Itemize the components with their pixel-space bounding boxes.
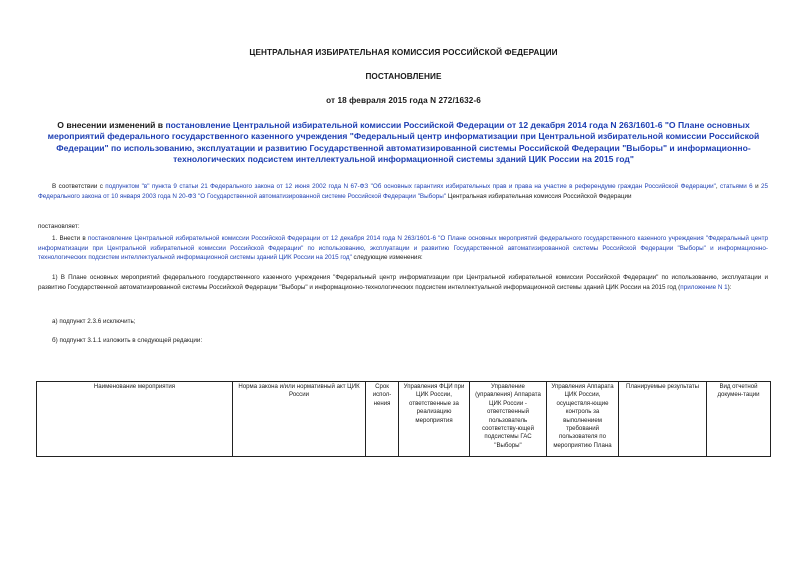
table-header-cell: Управление (управления) Аппарата ЦИК России - ответственный пользователь соответству-ющей подсистемы ГАС "Выборы" [470,382,547,457]
title-prefix: О внесении изменений в [57,120,166,130]
table-header-cell: Вид отчетной докумен-тации [707,382,771,457]
table-header-cell: Норма закона и/или нормативный акт ЦИК России [233,382,366,457]
preamble-paragraph [38,182,768,201]
preamble-text-3: и [752,183,762,190]
subitem-1-text-1: 1) В Плане основных мероприятий федерального государственного казенного учреждения "Федеральный центр информатизации при Центральной избирательной комиссии Российской Федерации" по использованию, эксплуатации и развитию Государственной автоматизированной системы Российской Федерации "Выборы" и информационно-технологических подсистем интеллектуальной информационной системы зданий ЦИК России на 2015 год ( [38,274,768,291]
table-header-cell: Срок испол-нения [366,382,399,457]
subitem-b-paragraph: б) подпункт 3.1.1 изложить в следующей редакции: [52,337,203,344]
law-20fz-link[interactable]: 25 Федерального закона от 10 января 2003 года N 20-ФЗ "О Государственной автоматизированной системе Российской Федерации "Выборы" [38,183,769,200]
table-header-cell: Управления Аппарата ЦИК России, осуществля-ющие контроль за выполнением требований пользователя по мероприятию Плана [547,382,619,457]
subitem-a-paragraph: а) подпункт 2.3.6 исключить; [52,318,136,325]
document-type: ПОСТАНОВЛЕНИЕ [365,72,442,81]
article-6-link[interactable]: статьями 6 [720,183,753,190]
preamble-text-2: , [715,183,721,190]
title-resolution-link[interactable]: постановление Центральной избирательной комиссии Российской Федерации от 12 декабря 2014 года N 263/1601-6 "О Плане основных мероприятий федерального государственного казенного учреждения "Федеральный центр информатизации при Центральной избирательной комиссии Российской Федерации" по использованию, эксплуатации и развитию Государственной автоматизированной системы Российской Федерации "Выборы" и информационно-технологических подсистем интеллектуальной информационной системы зданий ЦИК России на 2015 год" [47,120,760,164]
law-67fz-link[interactable]: подпунктом "в" пункта 9 статьи 21 Федерального закона от 12 июня 2002 года N 67-ФЗ "Об основных гарантиях избирательных прав и права на участие в референдуме граждан Российской Федерации" [105,183,716,190]
document-title [40,120,767,165]
item-1-paragraph [38,234,768,263]
item-1-text-2: следующие изменения: [351,254,423,262]
subitem-1-paragraph [38,273,768,292]
commission-name: ЦЕНТРАЛЬНАЯ ИЗБИРАТЕЛЬНАЯ КОМИССИЯ РОССИЙСКОЙ ФЕДЕРАЦИИ [249,48,558,57]
resolves-paragraph: постановляет: [38,223,80,230]
table-header-row [37,382,771,457]
table-header-cell: Наименование мероприятия [37,382,233,457]
document-date-number: от 18 февраля 2015 года N 272/1632-6 [326,96,481,105]
table-header-cell: Управления ФЦИ при ЦИК России, ответственные за реализацию мероприятия [399,382,470,457]
appendix-1-link[interactable]: приложение N 1 [680,283,728,291]
subitem-1-text-2: ): [727,283,732,291]
plan-table [36,381,771,457]
preamble-text-4: Центральная избирательная комиссия Российской Федерации [446,192,632,200]
item-1-resolution-link[interactable]: постановление Центральной избирательной комиссии Российской Федерации от 12 декабря 2014 года N 263/1601-6 "О Плане основных мероприятий федерального государственного казенного учреждения "Федеральный центр информатизации при Центральной избирательной комиссии Российской Федерации" по использованию, эксплуатации и развитию Государственной автоматизированной системы Российской Федерации "Выборы" и информационно-технологических подсистем интеллектуальной информационной системы зданий ЦИК России на 2015 год" [38,235,768,262]
item-1-text-1: 1. Внести в [52,235,88,242]
table-header-cell: Планируемые результаты [619,382,707,457]
preamble-text-1: В соответствии с [52,183,106,190]
